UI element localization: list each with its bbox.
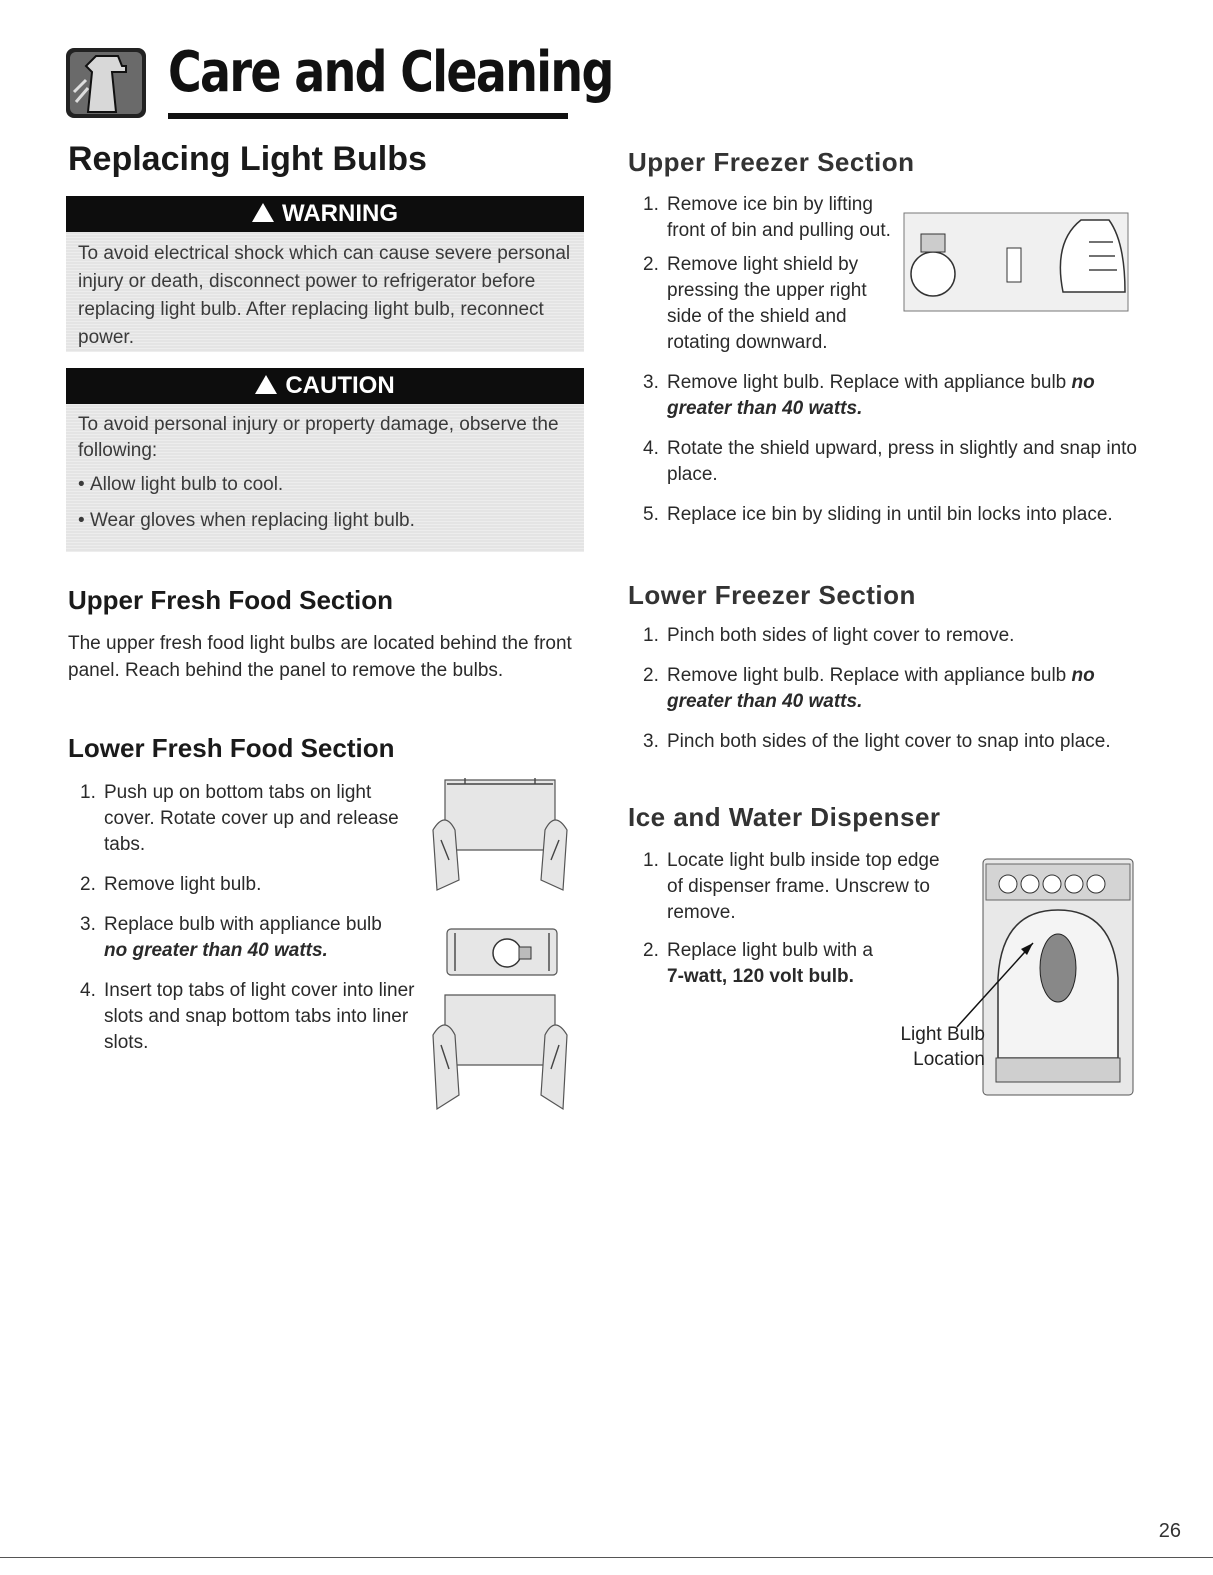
- pointer-arrow-icon: [955, 935, 1045, 1030]
- warning-header: [66, 196, 584, 232]
- light-cover-install-illustration: [425, 985, 575, 1120]
- title-underline: [168, 113, 568, 119]
- caution-text: [66, 404, 584, 544]
- caution-box: [66, 368, 584, 552]
- lower-freezer-heading: Lower Freezer Section: [628, 580, 916, 610]
- list-item: 1. Pinch both sides of light cover to remove.: [643, 625, 1015, 646]
- footer-rule: [0, 1557, 1213, 1558]
- list-item: 3. Pinch both sides of the light cover to snap into place.: [643, 731, 1111, 752]
- dispenser-steps: [643, 848, 943, 990]
- section-title: Care and Cleaning: [168, 40, 613, 105]
- caution-heading: CAUTION: [285, 372, 395, 399]
- warning-triangle-icon: [252, 203, 274, 222]
- list-item: 2. Replace light bulb with a 7-watt, 120 volt bulb.: [643, 940, 873, 987]
- caution-intro: To avoid personal injury or property damage, observe the following:: [78, 414, 559, 461]
- upper-freezer-heading: Upper Freezer Section: [628, 147, 915, 177]
- light-bulb-location-caption: Light Bulb Location: [900, 1024, 985, 1070]
- list-item: 2. Remove light bulb. Replace with appliance bulb no greater than 40 watts.: [643, 665, 1095, 712]
- caution-bullet: • Wear gloves when replacing light bulb.: [78, 510, 415, 531]
- lower-fresh-heading: Lower Fresh Food Section: [68, 733, 395, 763]
- light-bulb-illustration: [445, 925, 560, 985]
- dispenser-heading: Ice and Water Dispenser: [628, 802, 941, 832]
- upper-fresh-heading: Upper Fresh Food Section: [68, 585, 394, 615]
- warning-text: To avoid electrical shock which can cause severe personal injury or death, disconnect power to refrigerator before replacing light bulb. After replacing light bulb, reconnect power.: [78, 243, 571, 348]
- warning-box: [66, 196, 584, 352]
- list-item: 5. Replace ice bin by sliding in until bin locks into place.: [643, 504, 1113, 525]
- lower-fresh-steps: [80, 780, 425, 1056]
- list-item: 3. Replace bulb with appliance bulb no greater than 40 watts.: [80, 914, 382, 961]
- caution-triangle-icon: [255, 375, 277, 394]
- light-cover-removal-illustration: [425, 770, 575, 905]
- lower-freezer-steps: [643, 623, 1143, 755]
- list-item: 1. Locate light bulb inside top edge of dispenser frame. Unscrew to remove.: [643, 850, 940, 923]
- list-item: 3. Remove light bulb. Replace with appliance bulb no greater than 40 watts.: [643, 372, 1095, 419]
- list-item: 2. Remove light shield by pressing the upper right side of the shield and rotating downward.: [643, 254, 867, 353]
- list-item: 1. Remove ice bin by lifting front of bin and pulling out.: [643, 194, 891, 241]
- list-item: 4. Insert top tabs of light cover into liner slots and snap bottom tabs into liner slots.: [80, 980, 415, 1053]
- upper-freezer-steps: [643, 192, 1143, 528]
- spray-bottle-icon: [66, 42, 148, 124]
- list-item: 4. Rotate the shield upward, press in slightly and snap into place.: [643, 438, 1137, 485]
- caution-header: [66, 368, 584, 404]
- caution-bullet: • Allow light bulb to cool.: [78, 474, 284, 495]
- page-number: 26: [1158, 1520, 1181, 1542]
- upper-fresh-text: The upper fresh food light bulbs are located behind the front panel. Reach behind the panel to remove the bulbs.: [68, 633, 572, 681]
- page-title: Replacing Light Bulbs: [68, 140, 427, 178]
- list-item: 1. Push up on bottom tabs on light cover. Rotate cover up and release tabs.: [80, 782, 399, 855]
- warning-heading: WARNING: [282, 200, 398, 227]
- list-item: 2. Remove light bulb.: [80, 874, 262, 895]
